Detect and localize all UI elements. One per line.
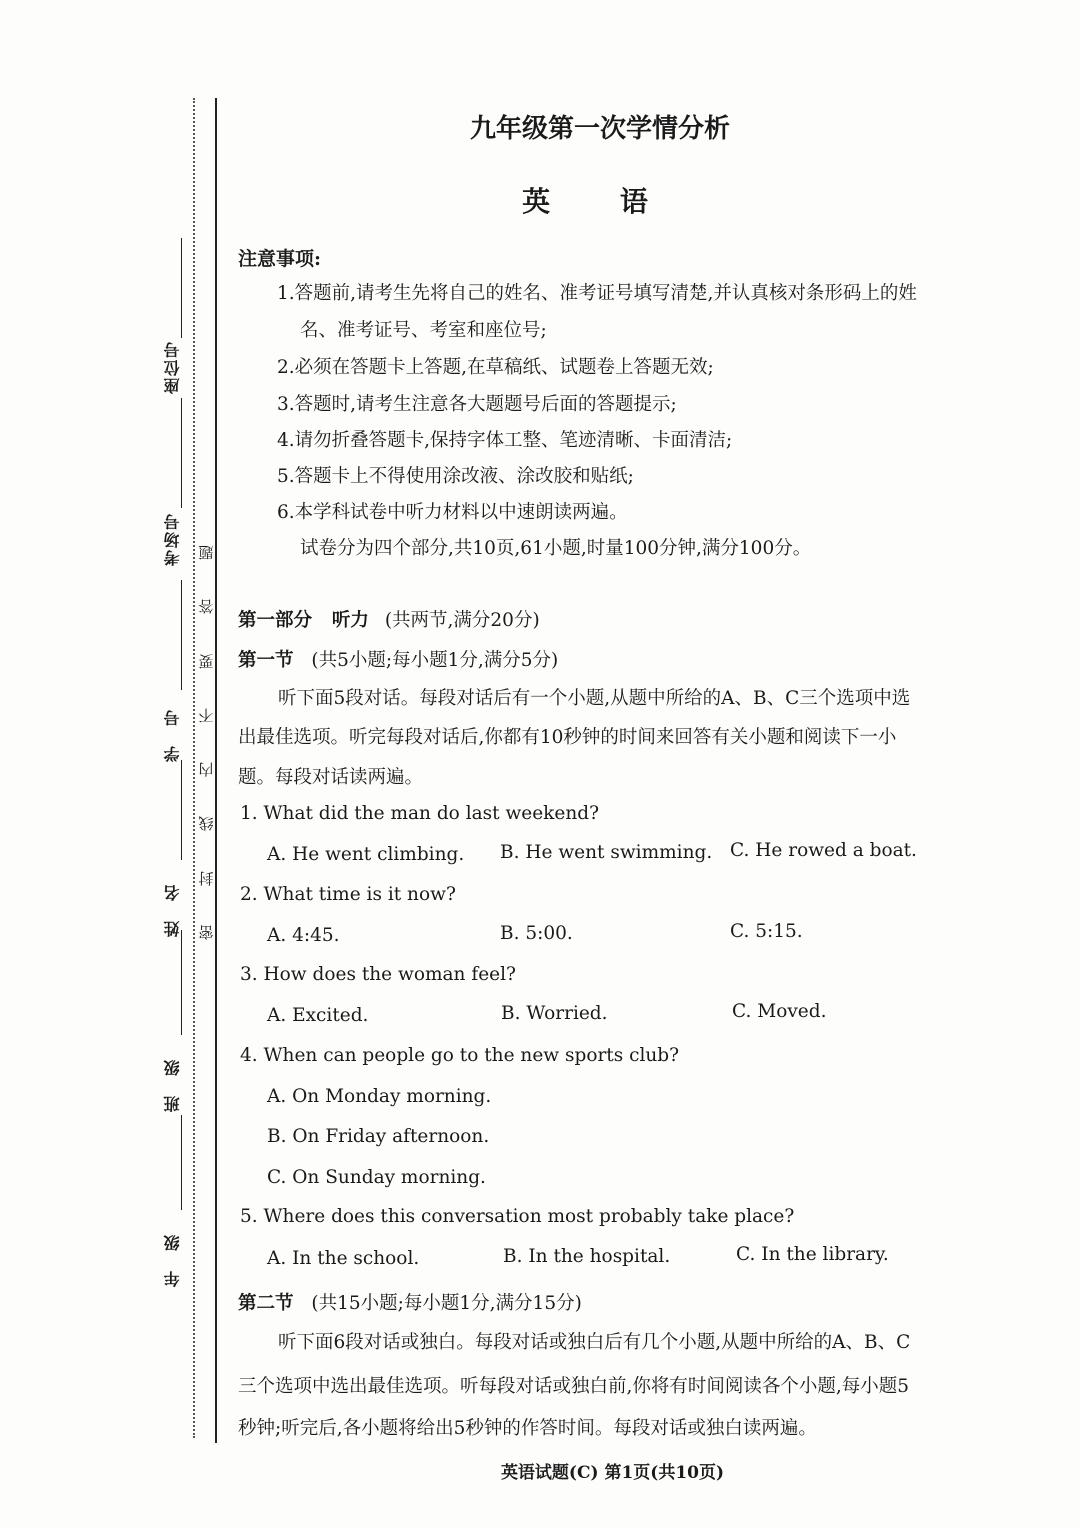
student-id-field[interactable] [181,580,182,690]
section2-instruction-1: 听下面6段对话或独白。每段对话或独白后有几个小题,从题中所给的A、B、C [278,1332,911,1353]
question-4-option-c[interactable]: C. On Sunday morning. [267,1167,486,1188]
question-4-stem: 4. When can people go to the new sports club? [240,1045,680,1066]
question-1-stem: 1. What did the man do last weekend? [240,803,600,824]
question-5-stem: 5. Where does this conversation most probably take place? [240,1206,795,1227]
question-4-option-a[interactable]: A. On Monday morning. [267,1086,492,1107]
question-3-option-b[interactable]: B. Worried. [501,1003,608,1024]
section1-heading-row [238,646,558,672]
notice-item-6: 6.本学科试卷中听力材料以中速朗读两遍。 [277,502,628,523]
question-2-stem: 2. What time is it now? [240,884,456,905]
notice-item-5: 5.答题卡上不得使用涂改液、涂改胶和贴纸; [277,466,634,487]
section1-instruction-2: 出最佳选项。听完每段对话后,你都有10秒钟的时间来回答有关小题和阅读下一小 [238,727,897,748]
section1-heading: 第一节 [238,650,294,671]
question-3-option-a[interactable]: A. Excited. [267,1005,369,1026]
seat-number-field[interactable] [181,238,182,338]
question-5-option-b[interactable]: B. In the hospital. [503,1246,671,1267]
question-4-option-b[interactable]: B. On Friday afternoon. [267,1126,490,1147]
notice-item-3: 3.答题时,请考生注意各大题题号后面的答题提示; [277,394,677,415]
question-2-option-b[interactable]: B. 5:00. [500,923,573,944]
seal-char: 线 [197,816,216,832]
seal-char: 不 [197,707,216,723]
section1-instruction-1: 听下面5段对话。每段对话后有一个小题,从题中所给的A、B、C三个选项中选 [278,688,911,709]
grade-field[interactable] [181,1115,182,1210]
question-5-option-a[interactable]: A. In the school. [267,1248,420,1269]
student-id-label: 学号 [163,690,182,762]
part1-name: 听力 [331,610,369,631]
section2-info: (共15小题;每小题1分,满分15分) [311,1293,582,1314]
section1-instruction-3: 题。每段对话读两遍。 [238,767,424,788]
section1-info: (共5小题;每小题1分,满分5分) [311,650,559,671]
exam-room-field[interactable] [181,398,182,508]
name-label: 姓名 [163,865,182,937]
exam-title: 九年级第一次学情分析 [469,114,730,144]
notice-item-1-cont: 名、准考证号、考室和座位号; [300,320,547,341]
question-3-stem: 3. How does the woman feel? [240,964,516,985]
seal-char: 要 [197,653,216,669]
question-1-option-c[interactable]: C. He rowed a boat. [730,840,917,861]
part1-info: (共两节,满分20分) [384,610,540,631]
question-3-option-c[interactable]: C. Moved. [732,1001,827,1022]
part1-heading-row [238,606,540,632]
seal-warning [197,545,215,940]
subject-title: 英 语 [522,185,678,218]
grade-label: 年级 [163,1215,182,1287]
notice-heading: 注意事项: [238,248,322,270]
section2-heading: 第二节 [238,1293,294,1314]
seal-char: 封 [197,870,216,886]
seal-char: 密 [197,925,216,940]
section2-instruction-3: 秒钟;听完后,各小题将给出5秒钟的作答时间。每段对话或独白读两遍。 [238,1418,817,1439]
question-2-option-a[interactable]: A. 4:45. [267,925,340,946]
notice-item-1: 1.答题前,请考生先将自己的姓名、准考证号填写清楚,并认真核对条形码上的姓 [277,283,917,304]
seal-char: 答 [197,599,216,615]
seat-number-label: 座位号 [163,340,182,394]
section2-heading-row [238,1289,582,1315]
class-field[interactable] [181,930,182,1035]
notice-item-4: 4.请勿折叠答题卡,保持字体工整、笔迹清晰、卡面清洁; [277,430,733,451]
section2-instruction-2: 三个选项中选出最佳选项。听每段对话或独白前,你将有时间阅读各个小题,每小题5 [238,1376,910,1397]
question-1-option-a[interactable]: A. He went climbing. [267,844,465,865]
name-field[interactable] [181,760,182,860]
seal-char: 内 [197,762,216,778]
question-2-option-c[interactable]: C. 5:15. [730,921,803,942]
class-label: 班级 [163,1040,182,1112]
notice-summary: 试卷分为四个部分,共10页,61小题,时量100分钟,满分100分。 [300,538,812,559]
exam-room-label: 考场号 [163,512,182,566]
seal-char: 题 [197,545,216,561]
page-footer: 英语试题(C) 第1页(共10页) [500,1463,725,1483]
notice-item-2: 2.必须在答题卡上答题,在草稿纸、试题卷上答题无效; [277,357,714,378]
question-5-option-c[interactable]: C. In the library. [736,1244,889,1265]
part1-heading: 第一部分 [238,610,313,631]
question-1-option-b[interactable]: B. He went swimming. [500,842,713,863]
